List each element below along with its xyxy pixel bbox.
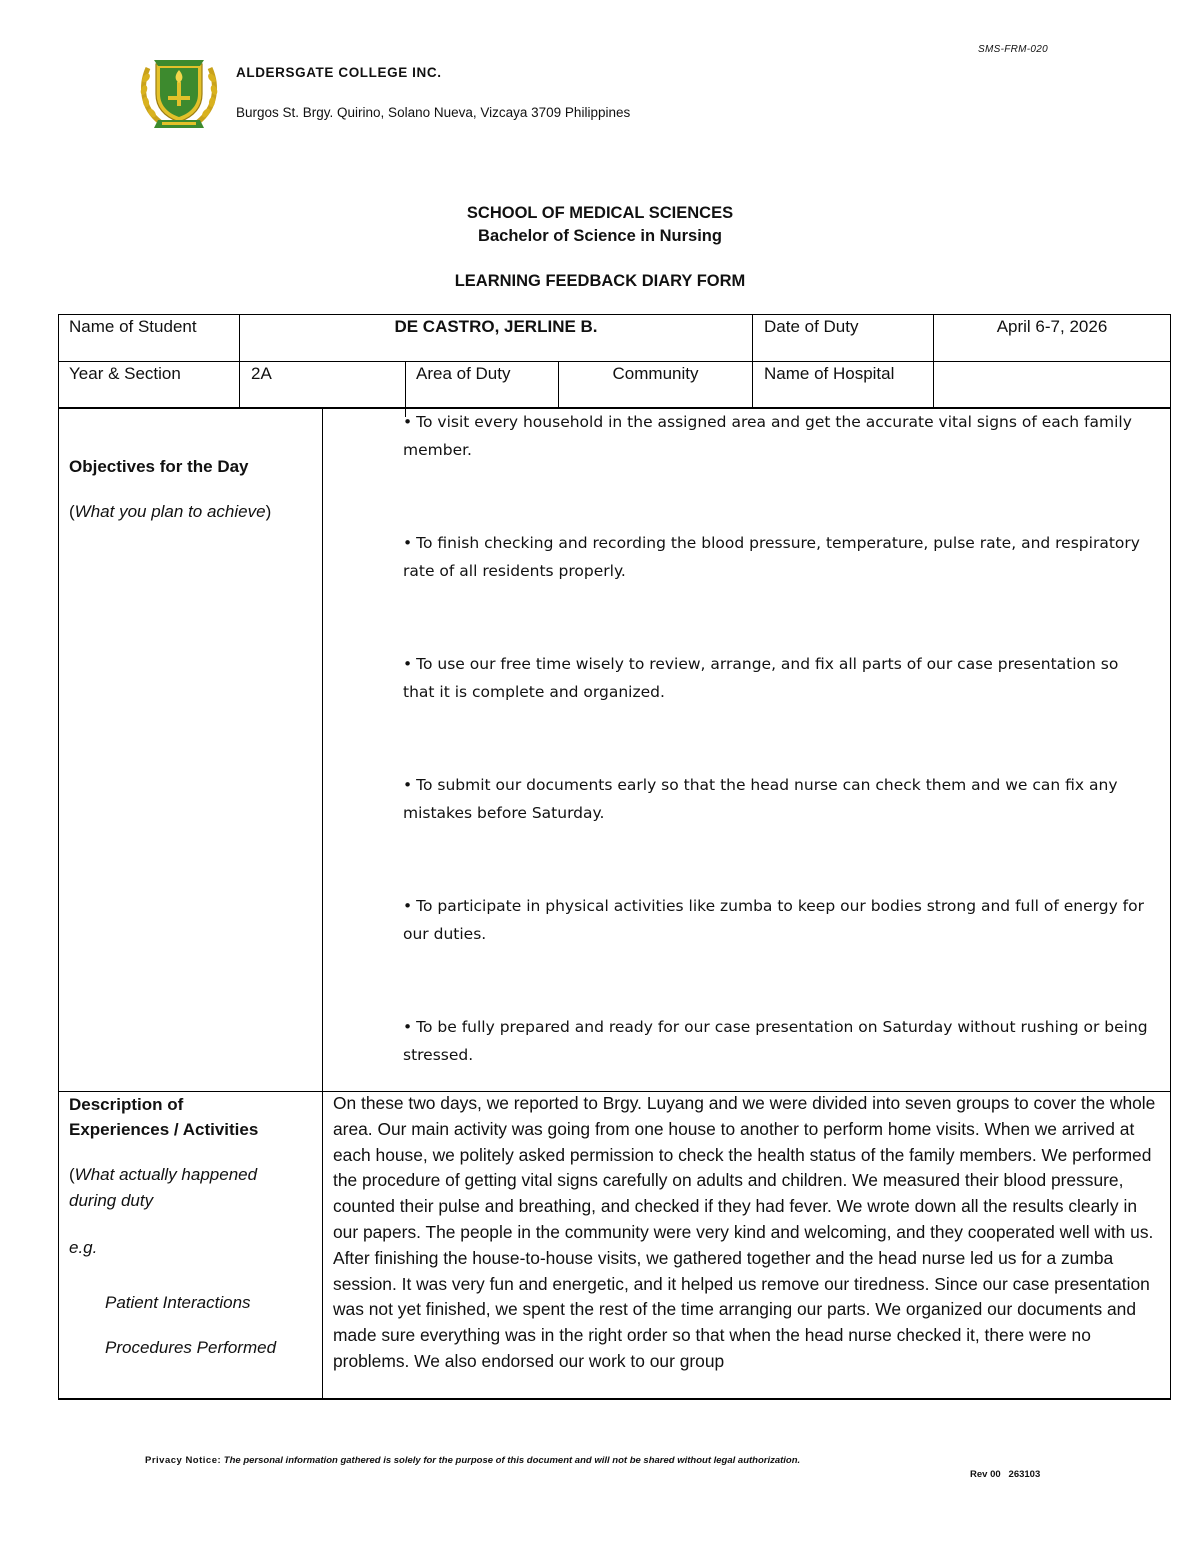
objectives-sublabel: (What you plan to achieve): [69, 502, 272, 521]
description-eg: e.g.: [69, 1238, 98, 1257]
revision-code: Rev 00 263103: [970, 1469, 1041, 1480]
bullet-icon: •: [403, 776, 413, 794]
objective-item: [403, 892, 1148, 948]
description-label-line2: Experiences / Activities: [69, 1120, 259, 1139]
bullet-icon: •: [403, 534, 413, 552]
objective-text: To submit our documents early so that the head nurse can check them and we can fix any mistakes before Saturday.: [403, 776, 1118, 822]
objective-text: To use our free time wisely to review, arrange, and fix all parts of our case presentation so that it is complete and organized.: [403, 655, 1119, 701]
objective-text: To finish checking and recording the blood pressure, temperature, pulse rate, and respiratory rate of all residents properly.: [403, 534, 1140, 580]
bullet-icon: •: [403, 413, 413, 431]
area-of-duty-label: Area of Duty: [416, 364, 511, 383]
description-sublabel-line2: during duty: [69, 1191, 154, 1210]
description-sublabel-text: What actually happened: [74, 1165, 258, 1184]
bullet-icon: •: [403, 897, 413, 915]
example-procedures-performed: Procedures Performed: [105, 1338, 277, 1357]
objective-item: [403, 1013, 1148, 1069]
objective-item: [403, 650, 1148, 706]
example-patient-interactions: Patient Interactions: [105, 1293, 251, 1312]
program-title: Bachelor of Science in Nursing: [478, 227, 722, 245]
college-name: ALDERSGATE COLLEGE INC.: [236, 65, 442, 80]
student-name-value: DE CASTRO, JERLINE B.: [394, 317, 598, 336]
bullet-icon: •: [403, 1018, 413, 1036]
privacy-notice: [145, 1455, 800, 1466]
hospital-name-label: Name of Hospital: [764, 364, 895, 383]
year-section-value: 2A: [251, 364, 272, 383]
date-of-duty-value: April 6-7, 2026: [996, 317, 1108, 336]
objective-text: To be fully prepared and ready for our case presentation on Saturday without rushing or being stressed.: [403, 1018, 1148, 1064]
objectives-label: Objectives for the Day: [69, 457, 249, 476]
description-label-line1: Description of: [69, 1095, 184, 1114]
objective-item: [403, 771, 1148, 827]
date-of-duty-label: Date of Duty: [764, 317, 859, 336]
year-section-label: Year & Section: [69, 364, 181, 383]
college-seal-logo: [138, 56, 220, 132]
area-of-duty-value: Community: [612, 364, 699, 383]
form-code: SMS-FRM-020: [978, 44, 1048, 55]
description-text: On these two days, we reported to Brgy. Luyang and we were divided into seven groups to cover the whole area. Our main activity was going from one house to another to perform home visits. When we arrived at each house, we politely asked permission to check the health status of the family members. We performed the procedure of getting vital signs carefully on adults and children. We measured their blood pressure, counted their pulse and breathing, and checked if they had fever. We wrote down all the results clearly in our papers. The people in the community were very kind and welcoming, and they cooperated well with us. After finishing the house-to-house visits, we gathered together and the head nurse led us for a zumba session. It was very fun and energetic, and it helped us remove our tiredness. Since our case presentation was not yet finished, we spent the rest of the time arranging our parts. We organized our documents and made sure everything was in the right order so that when the head nurse checked it, there were no problems. We also endorsed our work to our group: [333, 1093, 1156, 1371]
privacy-text: The personal information gathered is solely for the purpose of this document and will not be shared without legal authorization.: [223, 1455, 801, 1466]
school-title: SCHOOL OF MEDICAL SCIENCES: [466, 204, 734, 222]
privacy-label: Privacy Notice:: [145, 1455, 222, 1466]
objective-text: To participate in physical activities like zumba to keep our bodies strong and full of energy for our duties.: [403, 897, 1144, 943]
bullet-icon: •: [403, 655, 413, 673]
description-sublabel-line1: (What actually happened: [69, 1165, 258, 1184]
college-address: Burgos St. Brgy. Quirino, Solano Nueva, Vizcaya 3709 Philippines: [236, 105, 631, 120]
objective-item: [403, 529, 1148, 585]
objectives-list: [403, 408, 1148, 1134]
form-title: LEARNING FEEDBACK DIARY FORM: [454, 272, 746, 290]
objectives-sublabel-text: What you plan to achieve: [74, 502, 266, 521]
student-name-label: Name of Student: [69, 317, 197, 336]
objective-text: To visit every household in the assigned area and get the accurate vital signs of each family member.: [403, 413, 1132, 459]
objective-item: [403, 408, 1148, 464]
